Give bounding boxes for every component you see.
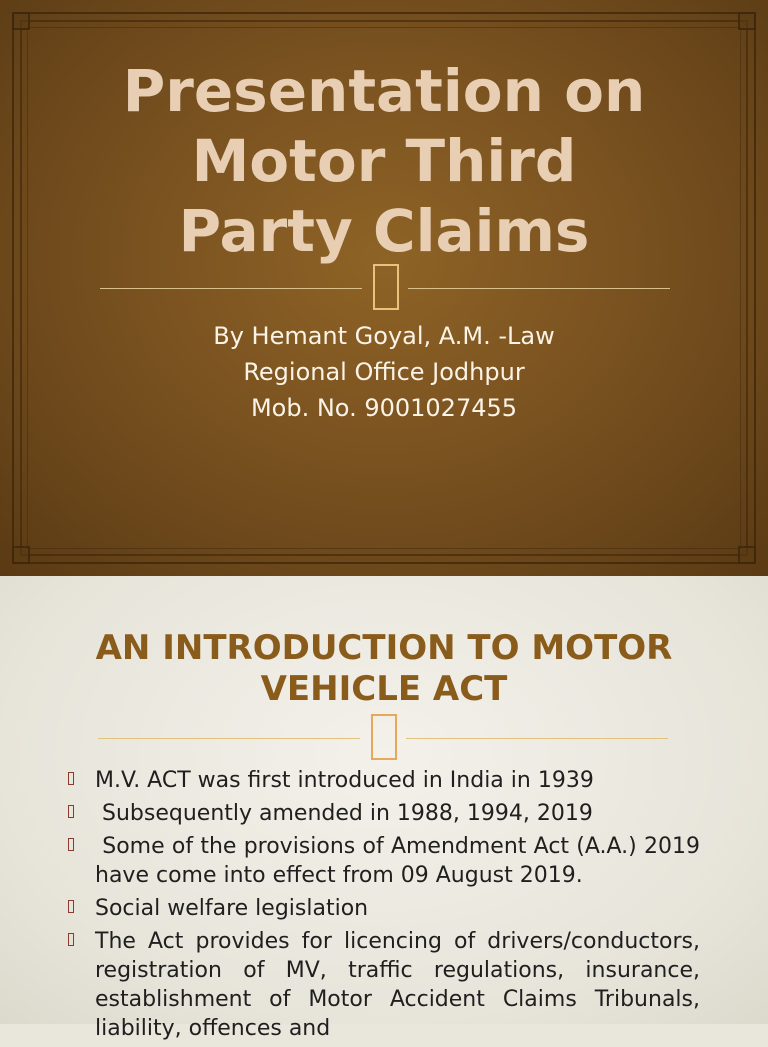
subtitle-line: Regional Office Jodhpur [243, 358, 525, 386]
list-item [66, 927, 700, 1043]
bullet-icon [68, 838, 74, 851]
subtitle-line: Mob. No. 9001027455 [250, 394, 518, 422]
bullet-icon [68, 933, 74, 946]
subtitle-line: By Hemant Goyal, A.M. -Law [213, 322, 555, 350]
content-slide [0, 576, 768, 1041]
list-item [66, 894, 700, 923]
title-line: Presentation on [122, 57, 646, 125]
bullet-text: M.V. ACT was first introduced in India in 1939 [95, 768, 594, 793]
bullet-text: Subsequently amended in 1988, 1994, 2019 [95, 801, 593, 826]
title-divider-right [406, 738, 668, 739]
title-divider-left [98, 738, 360, 739]
list-item [66, 799, 700, 828]
frame-corner-top-left [12, 12, 30, 30]
list-item [66, 832, 707, 890]
frame-corner-top-right [738, 12, 756, 30]
ornament-icon [371, 714, 397, 760]
presentation-title [40, 56, 728, 266]
title-line: Motor Third [191, 127, 577, 195]
title-divider-right [408, 288, 670, 289]
bullet-text: The Act provides for licencing of drivers/conductors, registration of MV, traffic regulations, insurance, establishment of Motor Accident Claims Tribunals, liability, offences and [95, 929, 700, 1041]
title-line: AN INTRODUCTION TO MOTOR [95, 628, 673, 668]
title-divider-left [100, 288, 362, 289]
frame-corner-bottom-left [12, 546, 30, 564]
title-line: Party Claims [178, 197, 590, 265]
frame-corner-bottom-right [738, 546, 756, 564]
bullet-icon [68, 900, 74, 913]
bullet-icon [68, 772, 74, 785]
title-line: VEHICLE ACT [260, 669, 508, 709]
presentation-subtitle [40, 318, 728, 426]
ornament-icon [373, 264, 399, 310]
bullet-text: Social welfare legislation [95, 896, 369, 921]
slide-title [40, 628, 728, 710]
bullet-text: Some of the provisions of Amendment Act (A.A.) 2019 have come into effect from 09 August 2019. [95, 834, 707, 888]
bullet-list [66, 766, 707, 1047]
list-item [66, 766, 700, 795]
bullet-icon [68, 805, 74, 818]
